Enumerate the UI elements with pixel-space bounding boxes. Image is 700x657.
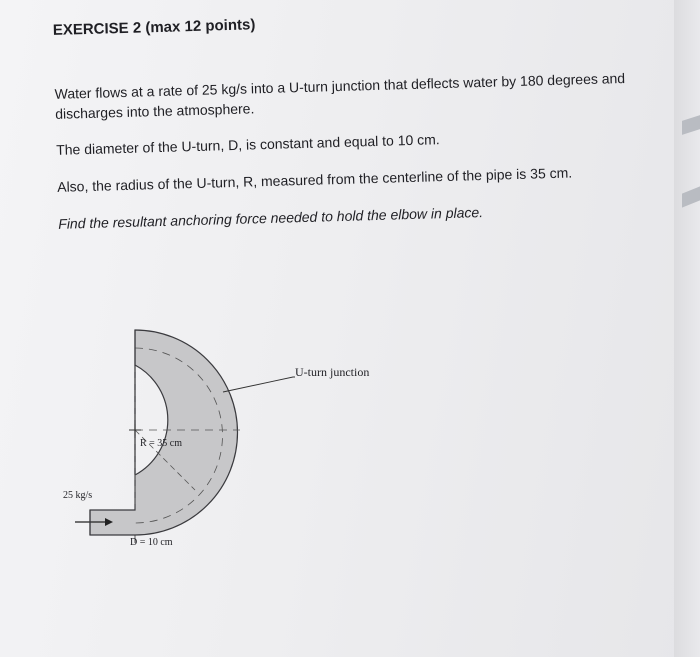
binder-tab xyxy=(682,115,700,135)
question-text: Find the resultant anchoring force needed to hold the elbow in place. xyxy=(58,203,484,232)
u-turn-pipe xyxy=(90,330,238,535)
binder-tab xyxy=(682,186,700,207)
diameter-label: D = 10 cm xyxy=(130,537,173,548)
u-turn-figure xyxy=(55,325,415,560)
radius-label: R = 35 cm xyxy=(140,438,183,449)
diameter-statement: The diameter of the U-turn, D, is constant and equal to 10 cm. xyxy=(55,131,440,158)
exercise-title: EXERCISE 2 (max 12 points) xyxy=(52,16,256,39)
junction-label: U-turn junction xyxy=(295,365,370,379)
problem-line-2: discharges into the atmosphere. xyxy=(54,100,255,122)
problem-line-1: Water flows at a rate of 25 kg/s into a U-turn junction that deflects water by 180 degrees and xyxy=(54,69,626,102)
binder-edge xyxy=(674,0,700,657)
junction-leader xyxy=(223,377,295,392)
u-turn-diagram xyxy=(55,325,415,560)
radius-statement: Also, the radius of the U-turn, R, measured from the centerline of the pipe is 35 cm. xyxy=(56,164,573,195)
flow-rate-label: 25 kg/s xyxy=(63,490,93,501)
